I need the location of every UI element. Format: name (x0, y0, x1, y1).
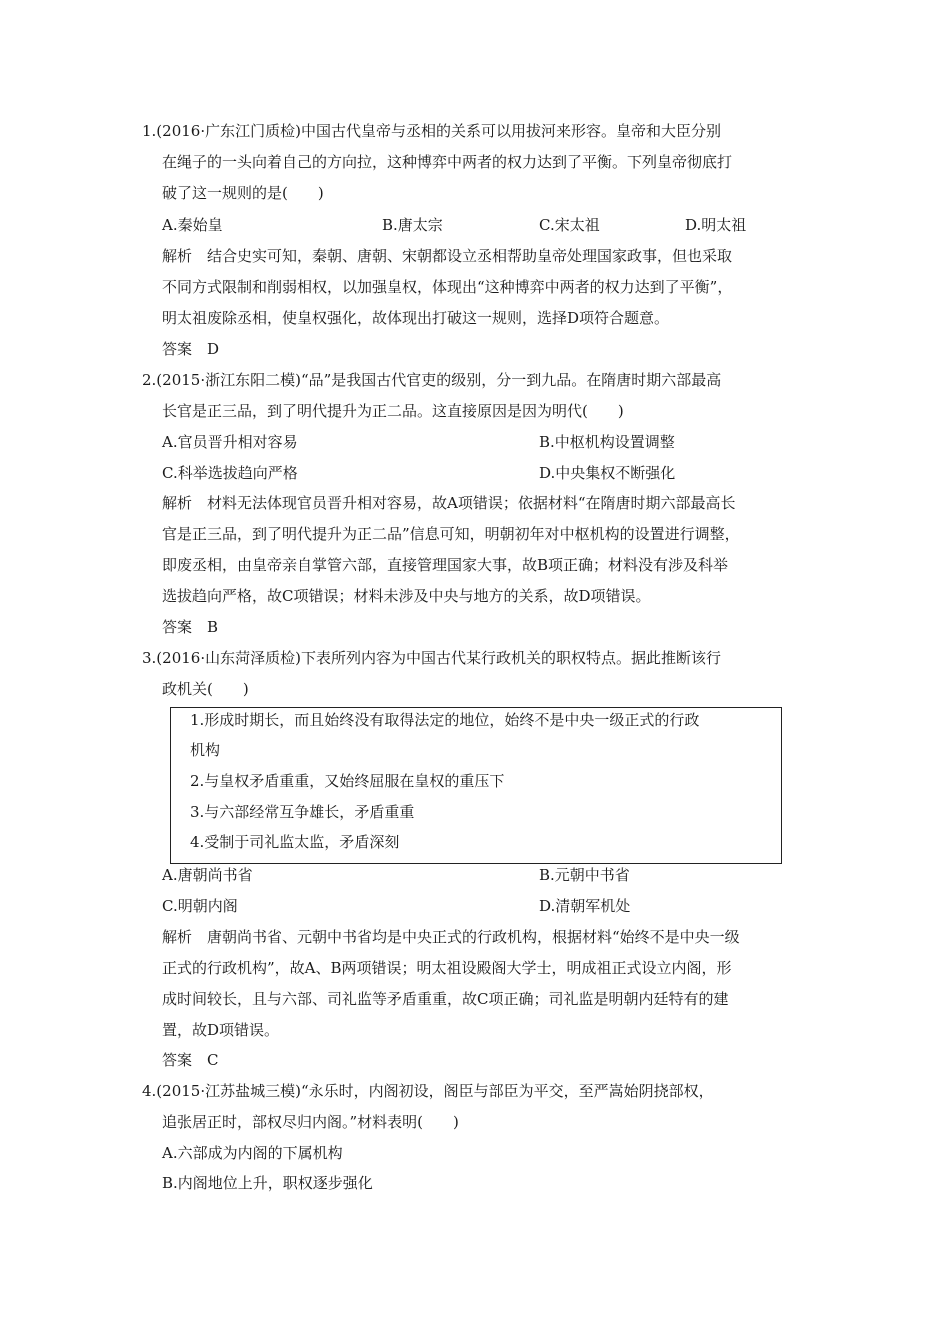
question-3-table-row-2: 2.与皇权矛盾重重，又始终屈服在皇权的重压下 (190, 772, 505, 790)
question-2-answer: 答案 B (162, 618, 219, 636)
question-2-analysis-line-4: 选拔趋向严格，故C项错误；材料未涉及中央与地方的关系，故D项错误。 (162, 587, 651, 605)
question-2-option-d: D.中央集权不断强化 (539, 464, 676, 482)
question-1-analysis-line-2: 不同方式限制和削弱相权，以加强皇权，体现出“这种博弈中两者的权力达到了平衡”， (162, 278, 733, 296)
question-3-option-c: C.明朝内阁 (162, 897, 238, 915)
question-3-analysis-line-2: 正式的行政机构”，故A、B两项错误；明太祖设殿阁大学士，明成祖正式设立内阁，形 (162, 959, 732, 977)
question-4-stem-line-1: 4.(2015·江苏盐城三模)“永乐时，内阁初设，阁臣与部臣为平交，至严嵩始阴挠部权， (142, 1082, 714, 1100)
question-1-option-b: B.唐太宗 (382, 216, 443, 234)
question-2-option-c: C.科举选拔趋向严格 (162, 464, 298, 482)
question-2-option-b: B.中枢机构设置调整 (539, 433, 675, 451)
question-2-analysis-line-1: 解析 材料无法体现官员晋升相对容易，故A项错误；依据材料“在隋唐时期六部最高长 (162, 494, 736, 512)
question-3-answer: 答案 C (162, 1051, 219, 1069)
question-2-stem-line-2: 长官是正三品，到了明代提升为正二品。这直接原因是因为明代( ) (162, 402, 624, 420)
question-3-option-b: B.元朝中书省 (539, 866, 630, 884)
question-3-stem-line-2: 政机关( ) (162, 680, 249, 698)
question-1-stem-line-3: 破了这一规则的是( ) (162, 184, 324, 202)
question-3-table-row-1: 1.形成时期长，而且始终没有取得法定的地位，始终不是中央一级正式的行政 (190, 711, 700, 729)
question-1-stem-line-1: 1.(2016·广东江门质检)中国古代皇帝与丞相的关系可以用拔河来形容。皇帝和大臣分别 (142, 122, 721, 140)
question-1-option-c: C.宋太祖 (539, 216, 600, 234)
question-3-analysis-line-4: 置，故D项错误。 (162, 1021, 280, 1039)
question-4-option-b: B.内阁地位上升，职权逐步强化 (162, 1174, 373, 1192)
question-2-stem-line-1: 2.(2015·浙江东阳二模)“品”是我国古代官吏的级别，分一到九品。在隋唐时期六部最高 (142, 371, 722, 389)
question-2-analysis-line-3: 即废丞相，由皇帝亲自掌管六部，直接管理国家大事，故B项正确；材料没有涉及科举 (162, 556, 729, 574)
question-3-analysis-line-3: 成时间较长，且与六部、司礼监等矛盾重重，故C项正确；司礼监是明朝内廷特有的建 (162, 990, 729, 1008)
question-4-option-a: A.六部成为内阁的下属机构 (162, 1144, 343, 1162)
question-1-analysis-line-3: 明太祖废除丞相，使皇权强化，故体现出打破这一规则，选择D项符合题意。 (162, 309, 670, 327)
question-3-table-row-1-cont: 机构 (190, 741, 221, 759)
question-1-answer: 答案 D (162, 340, 220, 358)
question-1-option-d: D.明太祖 (685, 216, 747, 234)
question-2-analysis-line-2: 官是正三品，到了明代提升为正二品”信息可知，明朝初年对中枢机构的设置进行调整， (162, 525, 740, 543)
question-1-option-a: A.秦始皇 (162, 216, 223, 234)
question-3-option-d: D.清朝军机处 (539, 897, 631, 915)
question-2-option-a: A.官员晋升相对容易 (162, 433, 298, 451)
question-3-table-row-3: 3.与六部经常互争雄长，矛盾重重 (190, 803, 415, 821)
question-1-analysis-line-1: 解析 结合史实可知，秦朝、唐朝、宋朝都设立丞相帮助皇帝处理国家政事，但也采取 (162, 247, 733, 265)
question-3-option-a: A.唐朝尚书省 (162, 866, 253, 884)
question-3-table-row-4: 4.受制于司礼监太监，矛盾深刻 (190, 833, 400, 851)
question-4-stem-line-2: 追张居正时，部权尽归内阁。”材料表明( ) (162, 1113, 459, 1131)
question-1-stem-line-2: 在绳子的一头向着自己的方向拉，这种博弈中两者的权力达到了平衡。下列皇帝彻底打 (162, 153, 733, 171)
question-3-stem-line-1: 3.(2016·山东菏泽质检)下表所列内容为中国古代某行政机关的职权特点。据此推断该行 (142, 649, 721, 667)
question-3-analysis-line-1: 解析 唐朝尚书省、元朝中书省均是中央正式的行政机构，根据材料“始终不是中央一级 (162, 928, 740, 946)
